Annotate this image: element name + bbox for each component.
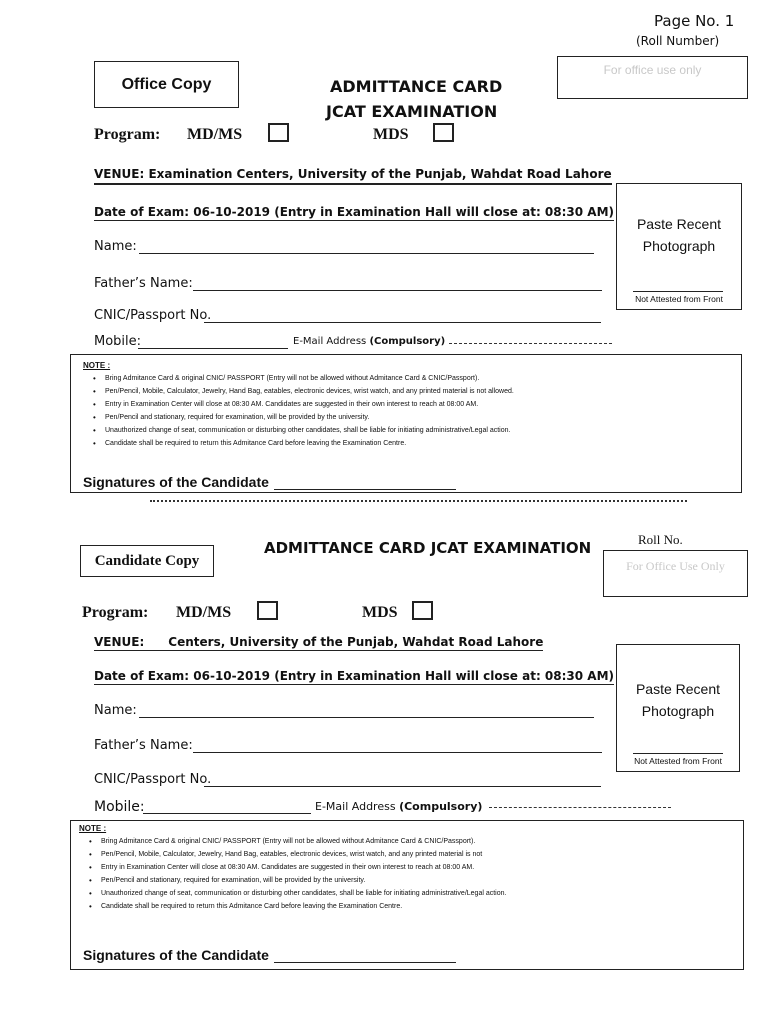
candidate-venue-text: Centers, University of the Punjab, Wahdat Road Lahore [168, 635, 544, 649]
email-label [293, 336, 445, 347]
roll-no-label: Roll No. [638, 532, 683, 547]
note-item: • Candidate shall be required to return this Admitance Card before leaving the Examination Centre. [105, 437, 514, 450]
father-name-label: Father’s Name: [94, 276, 193, 291]
notes-box [70, 354, 742, 493]
office-use-text: For office use only [603, 63, 702, 77]
candidate-notes-panel [79, 824, 506, 913]
candidate-photo-text-line1: Paste Recent [635, 681, 721, 697]
note-item: • Pen/Pencil, Mobile, Calculator, Jewelry, Hand Bag, eatables, electronic devices, wrist watch, and any printed material is not [101, 848, 506, 861]
candidate-card-title: ADMITTANCE CARD JCAT EXAMINATION [264, 539, 592, 557]
candidate-exam-date: Date of Exam: 06-10-2019 (Entry in Examination Hall will close at: 08:30 AM) [94, 669, 615, 683]
program-option-mds: MDS [373, 126, 409, 143]
candidate-notes-list [79, 835, 506, 913]
email-label-text: E-Mail Address [293, 336, 367, 347]
roll-number-caption: (Roll Number) [636, 34, 720, 48]
photo-divider [633, 291, 723, 292]
venue-line: VENUE: Examination Centers, University of the Punjab, Wahdat Road Lahore [94, 167, 612, 185]
candidate-email-label-text: E-Mail Address [315, 800, 396, 813]
candidate-program-option-mds: MDS [362, 604, 398, 621]
signature-label: Signatures of the Candidate [83, 474, 269, 490]
candidate-venue-label: VENUE: [94, 635, 145, 649]
program-option-mdms: MD/MS [187, 126, 243, 143]
card-title-line1: ADMITTANCE CARD [330, 77, 503, 96]
candidate-office-use-box [603, 550, 748, 597]
card-title-line2: JCAT EXAMINATION [326, 102, 498, 121]
note-item: • Candidate shall be required to return this Admitance Card before leaving the Examination Centre. [101, 900, 506, 913]
candidate-notes-box [70, 820, 744, 970]
candidate-mds-checkbox[interactable] [412, 601, 433, 620]
candidate-email-required-text: (Compulsory) [399, 800, 483, 813]
program-label: Program: [94, 126, 161, 143]
note-item: • Unauthorized change of seat, communication or disturbing other candidates, shall be liable for initiating administrative/Legal action. [101, 887, 506, 900]
candidate-mobile-label: Mobile: [94, 799, 145, 815]
candidate-signature-label: Signatures of the Candidate [83, 947, 269, 963]
cnic-field[interactable] [204, 322, 601, 323]
note-item: • Pen/Pencil and stationary, required for examination, will be provided by the university. [105, 411, 514, 424]
candidate-office-use-text: For Office Use Only [626, 559, 725, 573]
office-use-box [557, 56, 748, 99]
candidate-venue-line [94, 635, 543, 651]
note-item: • Pen/Pencil, Mobile, Calculator, Jewelry, Hand Bag, eatables, electronic devices, wrist watch, and any printed material is not allowed. [105, 385, 514, 398]
notes-panel [83, 361, 514, 450]
photo-text-line2: Photograph [642, 238, 716, 254]
mobile-label: Mobile: [94, 334, 142, 349]
candidate-cnic-label: CNIC/Passport No. [94, 772, 212, 787]
candidate-note-title: NOTE : [79, 824, 107, 833]
note-item: • Entry in Examination Center will close at 08:30 AM. Candidates are suggested in their own interest to reach at 08:00 AM. [101, 861, 506, 874]
candidate-program-label: Program: [82, 604, 149, 621]
candidate-photo-text-line2: Photograph [641, 703, 715, 719]
name-label: Name: [94, 239, 137, 254]
candidate-photo-box [616, 644, 740, 772]
mds-checkbox[interactable] [433, 123, 454, 142]
photo-box [616, 183, 742, 310]
candidate-name-label: Name: [94, 703, 137, 718]
candidate-photo-note: Not Attested from Front [634, 756, 722, 766]
note-item: • Bring Admitance Card & original CNIC/ PASSPORT (Entry will not be allowed without Admitance Card & CNIC/Passport). [101, 835, 506, 848]
note-item: • Bring Admitance Card & original CNIC/ PASSPORT (Entry will not be allowed without Admitance Card & CNIC/Passport). [105, 372, 514, 385]
candidate-copy-label: Candidate Copy [80, 545, 214, 577]
note-title: NOTE : [83, 361, 111, 370]
name-field[interactable] [139, 253, 594, 254]
candidate-mdms-checkbox[interactable] [257, 601, 278, 620]
page-number: Page No. 1 [654, 12, 735, 30]
candidate-email-label [315, 800, 482, 813]
exam-date: Date of Exam: 06-10-2019 (Entry in Examination Hall will close at: 08:30 AM) [94, 205, 615, 219]
candidate-signature-field[interactable] [274, 962, 456, 963]
note-item: • Unauthorized change of seat, communication or disturbing other candidates, shall be liable for initiating administrative/Legal action. [105, 424, 514, 437]
cnic-label: CNIC/Passport No. [94, 308, 212, 323]
mdms-checkbox[interactable] [268, 123, 289, 142]
notes-list [83, 372, 514, 450]
note-item: • Entry in Examination Center will close at 08:30 AM. Candidates are suggested in their own interest to reach at 08:00 AM. [105, 398, 514, 411]
candidate-father-name-label: Father’s Name: [94, 738, 193, 753]
cut-line [150, 500, 687, 502]
signature-field[interactable] [274, 489, 456, 490]
candidate-cnic-field[interactable] [204, 786, 601, 787]
office-copy-label: Office Copy [94, 61, 239, 108]
candidate-mobile-field[interactable] [143, 813, 311, 814]
note-item: • Pen/Pencil and stationary, required for examination, will be provided by the university. [101, 874, 506, 887]
email-field[interactable] [449, 343, 612, 344]
candidate-photo-divider [633, 753, 723, 754]
photo-text-line1: Paste Recent [636, 216, 722, 232]
candidate-program-option-mdms: MD/MS [176, 604, 232, 621]
candidate-name-field[interactable] [139, 717, 594, 718]
candidate-email-field[interactable] [489, 807, 671, 808]
father-name-field[interactable] [193, 290, 602, 291]
candidate-father-name-field[interactable] [193, 752, 602, 753]
mobile-field[interactable] [138, 348, 288, 349]
email-required-text: (Compulsory) [369, 336, 446, 347]
photo-note: Not Attested from Front [635, 294, 723, 304]
